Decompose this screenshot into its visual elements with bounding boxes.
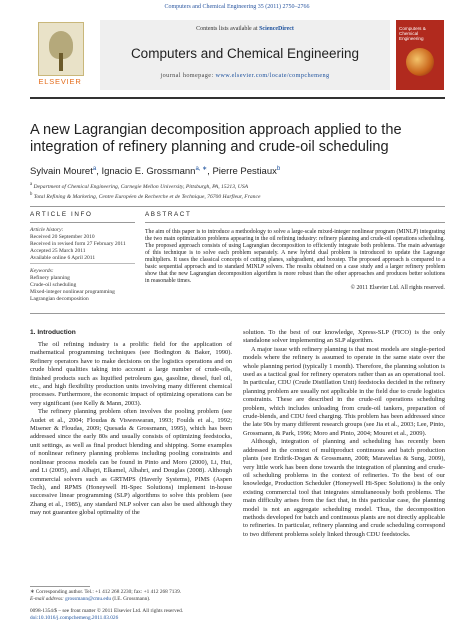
footnote-divider	[30, 586, 90, 587]
author-affil-mark: b	[276, 166, 281, 172]
body-paragraph: solution. To the best of our knowledge, Xpress-SLP (FICO) is the only standalone solver implementing an SLP algorithm.	[243, 329, 445, 345]
keywords-divider	[30, 263, 135, 264]
body-column-left	[30, 341, 232, 518]
header-divider	[30, 97, 445, 99]
journal-masthead	[30, 18, 445, 93]
keyword: Lagrangian decomposition	[30, 296, 89, 302]
cover-title: Computers & Chemical Engineering	[399, 26, 426, 42]
author-name[interactable]: Sylvain Mouret	[30, 166, 93, 178]
affiliation-line	[30, 181, 450, 191]
affiliation-mark: a	[30, 182, 33, 187]
keyword: Refinery planning	[30, 275, 70, 281]
author-name[interactable]: Ignacio E. Grossmann	[101, 166, 196, 178]
keyword: Crude-oil scheduling	[30, 282, 77, 288]
body-paragraph: A major issue with refinery planning is that most models are single-period models where the refinery is assumed to operate in the same state over the whole planning period (typically 1 month). Therefore, the planning solution is used as a tactical goal for refinery operators rather than as an operational tool. In particular, CDU (Crude Distillation Unit) feedstocks decided in the refinery planning problem are usually not applicable in the field due to crude logistics constraints. These are described in the crude-oil operations scheduling problem, which includes unloading from crude-oil tankers, preparation of crude-blends, and CDU feed charging. This problem has been addressed since the late 90s by many different research groups (see Jia et al., 2003; Lee, Pinto, Grossmann, & Park, 1996; Moro and Pinto, 2004; Mouret et al., 2009).	[243, 345, 445, 437]
info-divider	[30, 222, 135, 223]
contents-availability	[100, 26, 390, 32]
journal-reference[interactable]: Computers and Chemical Engineering 35 (2011) 2750–2766	[164, 4, 310, 10]
homepage-prefix: journal homepage:	[160, 72, 216, 79]
affiliation-text: Total Refining & Marketing, Centre Européen de Recherche et de Technique, 76700 Harfleur, France	[33, 194, 261, 201]
affiliation-mark: b	[30, 192, 33, 198]
article-history	[30, 227, 140, 262]
history-item: Received 20 September 2010	[30, 234, 95, 240]
email-label: E-mail address:	[30, 595, 66, 602]
abstract-body	[145, 229, 445, 292]
journal-homepage	[100, 72, 390, 79]
elsevier-tree-icon	[38, 22, 84, 76]
affiliation-line	[30, 191, 450, 201]
email-note	[30, 596, 235, 603]
article-info-heading: ARTICLE INFO	[30, 211, 93, 218]
section-divider	[30, 206, 445, 207]
body-paragraph: Although, integration of planning and scheduling has recently been addressed in the context of multiproduct continuous and batch production plants (see Erdirik-Dogan & Grossmann, 2008; Maravelias & Sung, 2009), very little work has been done towards the integration of planning and crude-oil scheduling problems in the context of refineries. To the best of our knowledge, Production Scheduler (Honeywell Hi-Spec Solutions) is the only existing commercial tool that integrates simultaneously both problems. The main difficulty arises from the fact that, in this particular case, the planning model is not an aggregate scheduling model. Thus, the decomposition methods developed for batch and continuous plants are not directly applicable to refineries. In particular, refinery planning and crude scheduling correspond to two different problems solely linked through CDU feedstocks.	[243, 438, 445, 538]
abstract-divider	[145, 222, 445, 223]
affiliation-text: Department of Chemical Engineering, Carnegie Mellon University, Pittsburgh, PA, 15213, USA	[33, 183, 249, 190]
history-item: Received in revised form 27 February 2011	[30, 241, 126, 247]
keywords	[30, 268, 140, 303]
abstract-text: The aim of this paper is to introduce a methodology to solve a large-scale mixed-integer nonlinear program (MINLP) integrating the two main optimization problems appearing in the oil refining industry: refinery planning and crude-oil operations scheduling. The proposed approach consists of using Lagrangian decomposition to efficiently integrate both problems. The main advantage of this technique is to solve each problem separately. A new hybrid dual problem is introduced to update the Lagrange multipliers. It uses the classical concepts of cutting planes, subgradient, and boxstep. The proposed approach is compared to a basic sequential approach and to standard MINLP solvers. The results obtained on a case study and a larger refinery problem show that the new Lagrangian decomposition algorithm is more robust than the other approaches and produces better solutions in reasonable times.	[145, 229, 445, 285]
publisher-name: ELSEVIER	[38, 77, 82, 86]
corresponding-author-note: ∗ Corresponding author. Tel.: +1 412 268 2230; fax: +1 412 268 7139.	[30, 589, 182, 595]
author-list: Sylvain Mouret$^a$, Ignacio E. Grossmann$^{a, ∗}$, Pierre Pestiaux$^b$	[30, 166, 281, 178]
abstract-heading: ABSTRACT	[145, 211, 192, 218]
contents-prefix: Contents lists available at	[196, 26, 260, 32]
introduction-heading: 1. Introduction	[30, 329, 76, 336]
history-item: Available online 6 April 2011	[30, 255, 96, 261]
masthead-center	[100, 20, 390, 90]
cover-graphic	[406, 48, 434, 76]
issn-line: 0098-1354/$ – see front matter © 2011 Elsevier Ltd. All rights reserved.	[30, 608, 184, 615]
footnotes	[30, 589, 235, 621]
history-label: Article history:	[30, 227, 64, 233]
body-paragraph: The refinery planning problem often involves the pooling problem (see Audet et al., 2004; Floudas & Visweswaran, 1993; Foulds et al., 1992; Misener & Floudas, 2009; Quesada & Grossmann, 1995), which has been addressed since the early 80s and usually consists of optimizing feedstocks, unit settings, as well as final product blending and shipping. Some examples of nonlinear refinery planning problems including pooling constraints and nonlinear process models can be found in Pinto and Moro (2000), Li, Hui, and Li (2005), and Alhajri, Elkamel, Albahri, and Douglas (2008). Although commercial solvers such as GRTMPS (Haverly Systems), PIMS (Aspen Tech), and RPMS (Honeywell Hi-Spec Solutions) implement in-house successive linear programming (SLP) algorithms to solve this problem (see Zhang et al., 1985), any standard NLP solver can also be used although they may not guarantee global optimality of the	[30, 408, 232, 517]
homepage-link[interactable]: www.elsevier.com/locate/compchemeng	[215, 72, 330, 79]
abstract-copyright: © 2011 Elsevier Ltd. All rights reserved.	[350, 285, 445, 292]
journal-cover-image[interactable]	[396, 20, 444, 90]
sciencedirect-link[interactable]: ScienceDirect	[259, 26, 294, 32]
body-paragraph: The oil refining industry is a prolific field for the application of mathematical programming techniques (see Bodington & Baker, 1990). Refinery operators have to make decisions on the logistics operations and on crude blend qualities taking into account a large number of crude-oils, finished products such as liquified petroleum gas, gasoline, diesel, fuel oil, etc., and high flexibility production units involving many different chemical processes. Furthermore, the economic impact of optimizing operations can be very significant (see Kelly & Mann, 2003).	[30, 341, 232, 407]
journal-title[interactable]: Computers and Chemical Engineering	[130, 46, 360, 61]
author-affil-mark[interactable]: a, ∗	[195, 166, 208, 172]
keywords-label: Keywords:	[30, 268, 54, 274]
doi-link[interactable]: doi:10.1016/j.compchemeng.2011.03.026	[30, 614, 119, 621]
abstract-end-divider	[30, 313, 445, 314]
email-suffix: (I.E. Grossmann).	[111, 595, 151, 602]
affiliations	[30, 181, 450, 202]
keyword: Mixed-integer nonlinear programming	[30, 289, 115, 295]
body-column-right	[243, 329, 445, 539]
author-name[interactable]: Pierre Pestiaux	[212, 166, 277, 178]
elsevier-logo[interactable]	[32, 20, 88, 90]
author-affil-mark: a	[92, 166, 97, 172]
history-item: Accepted 25 March 2011	[30, 248, 86, 254]
paper-title: A new Lagrangian decomposition approach applied to the integration of refinery planning and crude-oil scheduling	[30, 122, 402, 155]
email-link[interactable]: grossmann@cmu.edu	[65, 595, 112, 602]
